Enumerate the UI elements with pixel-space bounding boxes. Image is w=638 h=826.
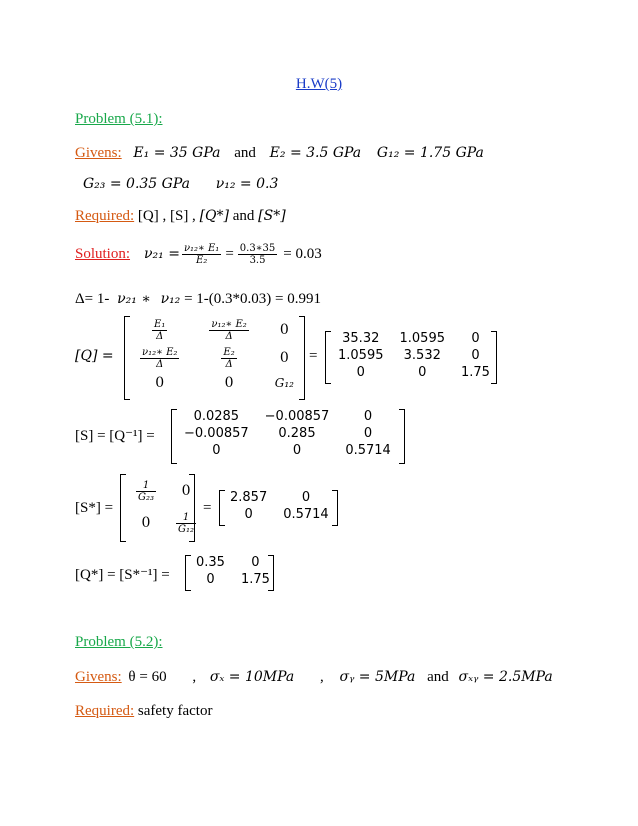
sstar-r2c1: 0 [141,515,151,531]
q-numeric-matrix [330,330,498,381]
q-num-cell: 3.532 [403,348,441,363]
p2-sigma-y: σᵧ = 5MPa [339,669,416,685]
sstar-num-cell: 0.5714 [283,507,329,522]
p2-and: and [427,669,449,685]
sstar-r1c1-den: G₂₃ [138,491,155,503]
s-num-cell: 0 [292,443,302,458]
p2-comma-1: , [192,669,197,685]
qstar-num-row [188,554,278,571]
g23-value: G₂₃ = 0.35 GPa [83,176,190,192]
p2-sigma-x: σₓ = 10MPa [209,669,295,685]
solution-label: Solution: [75,245,131,262]
q-r3c3: G₁₂ [274,376,294,390]
q-num-row [330,364,498,381]
qstar-right-bracket [268,555,274,591]
required-line [75,208,286,225]
q-r1c2-num: ν₁₂∗ E₂ [211,318,247,330]
solution-line [75,236,322,272]
q-num-row [330,330,498,347]
s-num-cell: 0 [363,426,373,441]
required-sstar: [S*] [258,208,286,224]
qstar-num-row [188,571,278,588]
required-qstar: [Q*] [199,208,229,224]
q-num-cell: 0 [356,365,365,380]
q-r1c1-num: E₁ [154,318,166,330]
required-and: and [232,208,255,224]
qstar-num-cell: 1.75 [240,572,270,587]
e1-value: E₁ = 35 GPa [133,145,221,161]
q-r2c2-num: E₂ [223,346,235,358]
s-num-cell: −0.00857 [264,409,330,424]
qstar-numeric-matrix [188,554,278,588]
q-num-cell: 35.32 [342,331,380,346]
q-num-row [330,347,498,364]
s-label: [S] = [Q⁻¹] = [75,428,155,444]
q-r2c1-num: ν₁₂∗ E₂ [142,346,178,358]
v21-result: = 0.03 [283,245,322,262]
g12-value: G₁₂ = 1.75 GPa [376,145,484,161]
sstar-r2c2-num: 1 [176,512,196,524]
q-symbolic-matrix [130,316,302,394]
p2-givens-line [75,669,553,686]
q-r2c3: 0 [279,350,289,366]
q-equals: = [309,348,318,364]
q-r2c2-den: Δ [225,358,233,370]
delta-line [75,291,321,308]
s-num-cell: 0.5714 [345,443,391,458]
p2-givens-label: Givens: [75,669,122,685]
q-r1c1-den: Δ [156,330,164,342]
q-num-cell: 1.0595 [399,331,445,346]
s-num-cell: 0 [212,443,221,458]
sstar-equals: = [203,500,212,516]
sstar-sym-right-bracket [189,474,195,542]
p2-comma-2: , [320,669,324,685]
sstar-r1c2: 0 [181,483,191,499]
s-numeric-matrix [176,408,399,459]
qstar-num-cell: 0.35 [196,555,225,570]
v21-fraction-2 [238,243,277,266]
v21-frac-num: ν₁₂∗ E₁ [183,242,220,254]
v21-lhs: ν₂₁ = [144,246,180,262]
p2-required-line [75,703,212,720]
v21-frac2-den: 3.5 [249,254,266,266]
q-r2c1-den: Δ [156,358,164,370]
givens-line-2 [83,176,278,193]
sstar-num-cell: 2.857 [230,490,268,505]
sstar-num-cell: 0 [244,507,253,522]
q-r3c1: 0 [155,375,165,391]
sstar-r2c2-den: G₁₂ [178,523,195,535]
sstar-r1c1-num: 1 [136,480,156,492]
sstar-num-row [222,506,337,523]
givens-label: Givens: [75,145,122,161]
s-right-bracket [399,409,405,464]
and-text: and [234,145,256,161]
v21-frac2-num: 0.3∗35 [239,242,276,254]
delta-result: = 1-(0.3*0.03) = 0.991 [184,291,321,307]
s-num-cell: 0.285 [278,426,316,441]
s-num-row [176,408,399,425]
sstar-num-right-bracket [332,490,338,526]
required-label: Required: [75,208,135,224]
page-title: H.W(5) [295,76,343,92]
q-sym-right-bracket [299,316,305,400]
delta-v12: ν₁₂ [160,291,181,307]
p2-theta: θ = 60 [128,669,167,685]
p2-required-label: Required: [75,703,135,719]
v21-frac-den: E₂ [195,254,208,266]
delta-v21: ν₂₁ ∗ [117,291,151,307]
sstar-num-row [222,489,337,506]
q-num-cell: 0 [471,348,480,363]
s-num-row [176,442,399,459]
problem-5-2-heading: Problem (5.2): [75,634,163,650]
sstar-num-cell: 0 [301,490,311,505]
q-num-cell: 1.75 [461,365,490,380]
s-num-cell: −0.00857 [184,426,249,441]
q-num-cell: 0 [471,331,480,346]
s-num-row [176,425,399,442]
delta-prefix: Δ= 1- [75,291,110,307]
s-num-cell: 0 [363,409,373,424]
qstar-num-cell: 0 [251,555,260,570]
p2-sigma-xy: σₓᵧ = 2.5MPa [458,669,553,685]
q-r3c2: 0 [224,375,234,391]
q-r1c2-den: Δ [225,330,233,342]
q-num-right-bracket [491,331,497,384]
v21-eq: = [225,245,234,262]
sstar-label: [S*] = [75,500,114,516]
v21-fraction [182,243,221,266]
q-label: [Q] = [75,348,114,364]
required-text: [Q] , [S] , [137,208,196,224]
givens-line-1 [75,145,484,162]
qstar-label: [Q*] = [S*⁻¹] = [75,567,170,583]
problem-5-1-heading: Problem (5.1): [75,111,163,127]
p2-required-text: safety factor [137,703,213,719]
sstar-numeric-matrix [222,489,337,523]
q-num-cell: 1.0595 [338,348,384,363]
q-num-cell: 0 [418,365,427,380]
s-num-cell: 0.0285 [193,409,240,424]
e2-value: E₂ = 3.5 GPa [269,145,362,161]
v12-value: ν₁₂ = 0.3 [215,176,279,192]
q-r1c3: 0 [279,322,289,338]
qstar-num-cell: 0 [206,572,215,587]
